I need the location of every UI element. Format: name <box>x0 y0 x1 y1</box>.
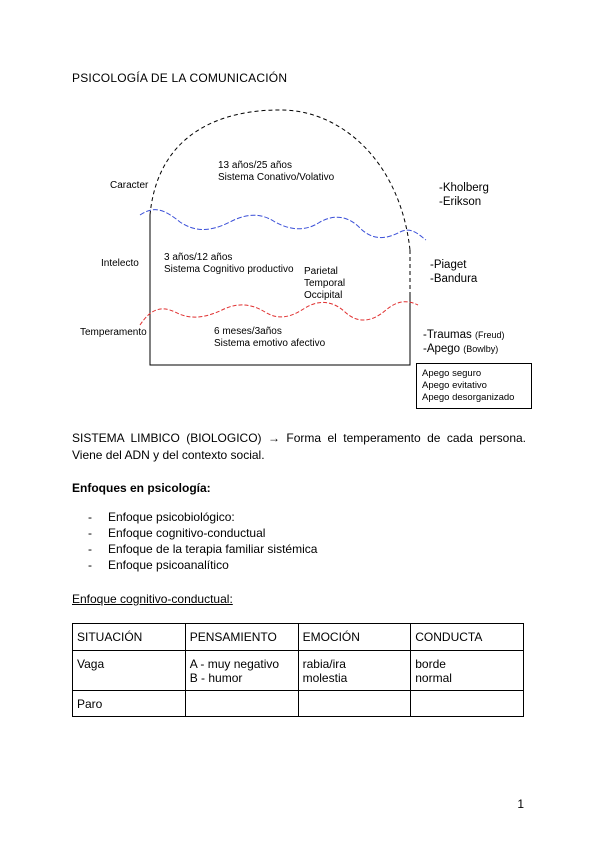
list-item: - Enfoque psicobiológico: <box>88 510 235 524</box>
table-header-row <box>73 624 524 651</box>
traumas-note: (Freud) <box>474 330 505 340</box>
table-cell: A - muy negativo B - humor <box>185 651 298 691</box>
page-title: PSICOLOGÍA DE LA COMUNICACIÓN <box>72 71 288 85</box>
lobe-temporal: Temporal <box>304 278 346 289</box>
table-cell: borde normal <box>411 651 524 691</box>
author-erikson: -Erikson <box>439 196 482 208</box>
lobe-occipital: Occipital <box>304 290 343 301</box>
table-heading: Enfoque cognitivo-conductual: <box>72 592 233 606</box>
apego-type: Apego evitativo <box>422 380 487 391</box>
header-pensamiento: PENSAMIENTO <box>185 624 298 651</box>
table-cell <box>298 691 411 717</box>
list-item: - Enfoque de la terapia familiar sistémica <box>88 542 318 556</box>
header-emocion: EMOCIÓN <box>298 624 411 651</box>
cognitive-behavioral-table <box>72 623 524 717</box>
intelecto-age: 3 años/12 años <box>164 252 233 263</box>
apego-type: Apego seguro <box>422 368 482 379</box>
table-cell: rabia/ira molestia <box>298 651 411 691</box>
traumas-name: -Traumas <box>423 329 472 341</box>
lobe-parietal: Parietal <box>304 266 338 277</box>
table-row <box>73 691 524 717</box>
personality-diagram <box>0 0 600 420</box>
page-number: 1 <box>517 797 524 811</box>
author-traumas <box>423 328 505 342</box>
list-item: - Enfoque psicoanalítico <box>88 558 229 572</box>
label-caracter: Caracter <box>110 180 149 191</box>
enfoques-list <box>72 509 317 573</box>
author-bandura: -Bandura <box>430 273 478 285</box>
label-temperamento: Temperamento <box>80 327 147 338</box>
header-conducta: CONDUCTA <box>411 624 524 651</box>
author-apego <box>423 342 498 356</box>
temperamento-system: Sistema emotivo afectivo <box>214 338 326 349</box>
caracter-age: 13 años/25 años <box>218 160 292 171</box>
author-kholberg: -Kholberg <box>439 182 489 194</box>
label-intelecto: Intelecto <box>101 258 139 269</box>
list-item: - Enfoque cognitivo-conductual <box>88 526 266 540</box>
table-cell: Paro <box>73 691 186 717</box>
table-cell: Vaga <box>73 651 186 691</box>
header-situacion: SITUACIÓN <box>73 624 186 651</box>
lower-wave <box>140 302 418 325</box>
table-row <box>73 651 524 691</box>
enfoques-heading: Enfoques en psicología: <box>72 481 211 495</box>
upper-wave <box>140 210 426 240</box>
table-cell <box>185 691 298 717</box>
apego-note: (Bowlby) <box>463 344 499 354</box>
apego-type: Apego desorganizado <box>422 392 515 403</box>
limbic-paragraph: SISTEMA LIMBICO (BIOLOGICO) → Forma el temperamento de cada persona. Viene del ADN y del contexto social. <box>72 431 526 462</box>
author-piaget: -Piaget <box>430 259 467 271</box>
table-cell <box>411 691 524 717</box>
caracter-system: Sistema Conativo/Volativo <box>218 172 335 183</box>
temperamento-age: 6 meses/3años <box>214 326 282 337</box>
intelecto-system: Sistema Cognitivo productivo <box>164 264 294 275</box>
apego-name: -Apego <box>423 343 461 355</box>
apego-types-box <box>416 363 532 409</box>
